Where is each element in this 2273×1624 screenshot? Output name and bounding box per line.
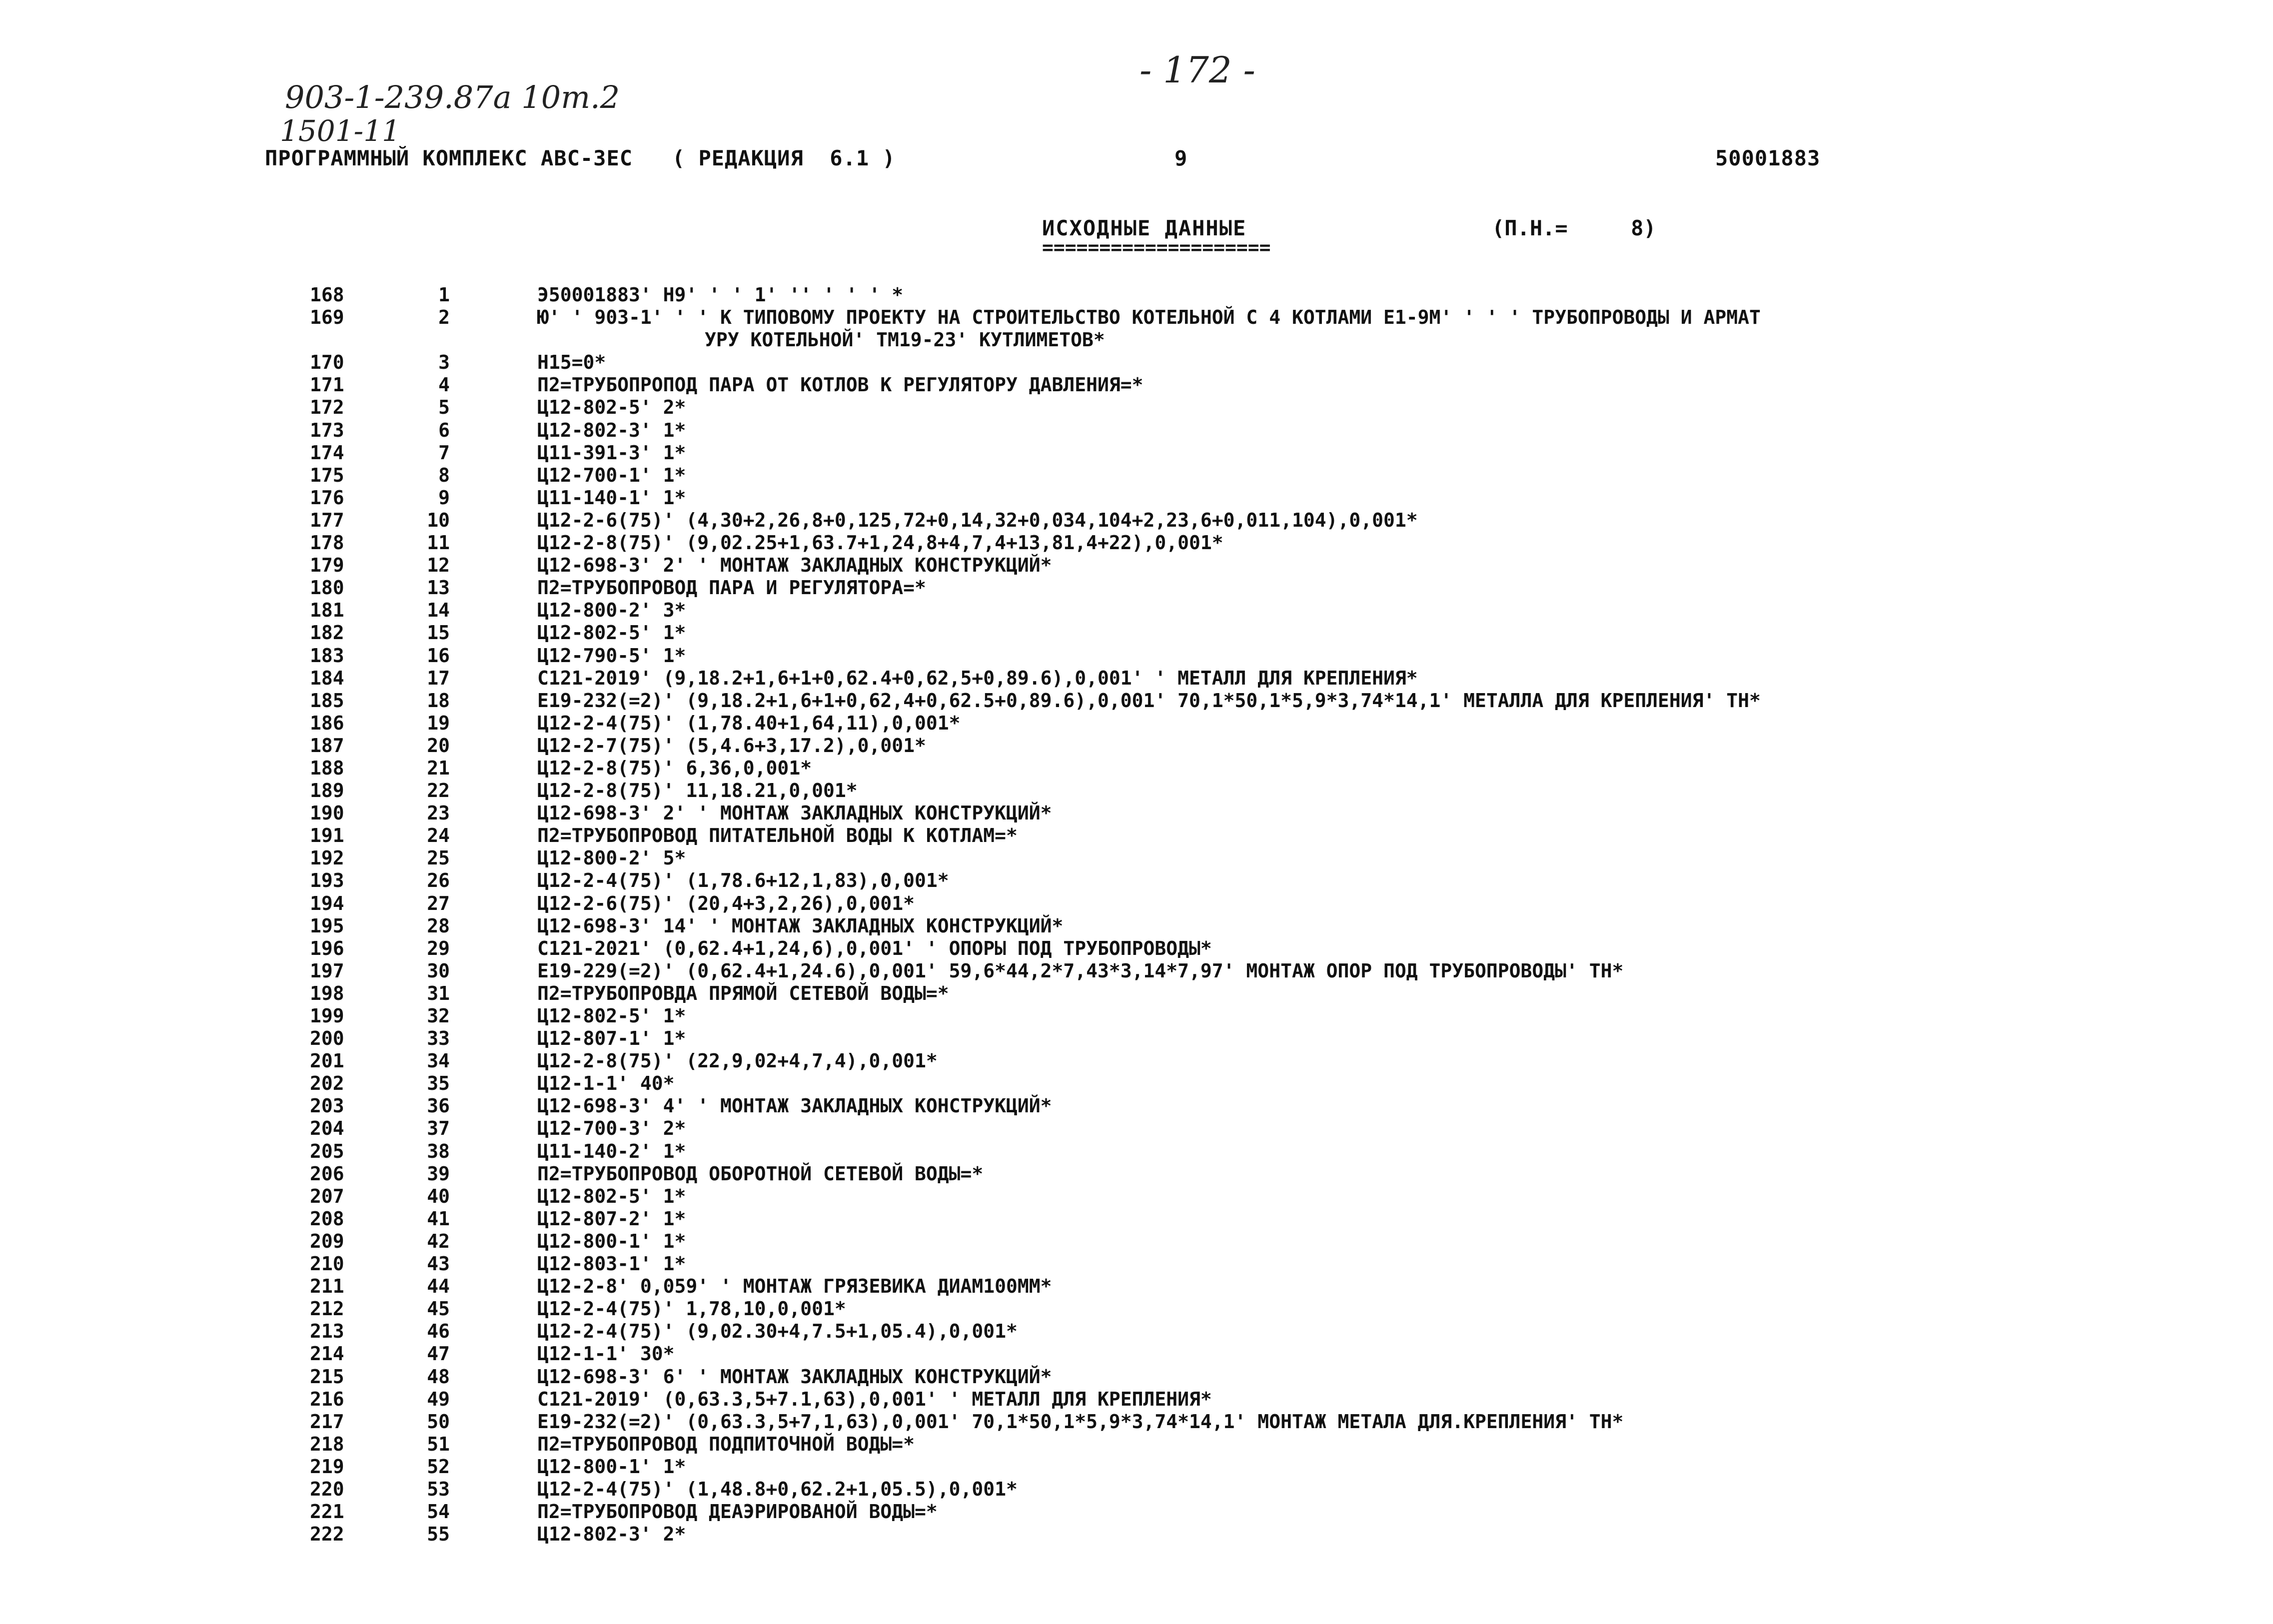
listing-row — [250, 1388, 2049, 1411]
record-text: Ц12-802-5' 1* — [537, 1005, 686, 1027]
sequence-number: 174 — [310, 441, 344, 464]
sequence-number: 170 — [310, 351, 344, 374]
sequence-number: 220 — [310, 1478, 344, 1500]
record-text: П2=ТРУБОПРОВОД ПАРА И РЕГУЛЯТОРА=* — [537, 577, 926, 599]
line-number: 39 — [427, 1162, 450, 1185]
line-number: 54 — [427, 1501, 450, 1523]
line-number: 18 — [427, 689, 450, 712]
record-text: Ц12-800-1' 1* — [537, 1455, 686, 1478]
line-number: 37 — [427, 1117, 450, 1140]
record-text: Ц12-2-6(75)' (20,4+3,2,26),0,001* — [537, 892, 915, 914]
record-text: П2=ТРУБОПРОВДА ПРЯМОЙ СЕТЕВОЙ ВОДЫ=* — [537, 982, 949, 1004]
listing-row — [250, 1411, 2049, 1433]
record-text: Ц12-2-6(75)' (4,30+2,26,8+0,125,72+0,14,32+0,034,104+2,23,6+0,011,104),0,001* — [537, 509, 1418, 531]
listing-row — [250, 824, 2049, 847]
sequence-number: 180 — [310, 577, 344, 599]
sequence-number: 189 — [310, 780, 344, 802]
line-number: 43 — [427, 1253, 450, 1275]
sequence-number: 218 — [310, 1433, 344, 1455]
line-number: 26 — [427, 869, 450, 892]
line-number: 23 — [427, 802, 450, 824]
listing-row — [250, 960, 2049, 982]
line-number: 36 — [427, 1095, 450, 1117]
line-number: 5 — [438, 396, 450, 419]
line-number: 40 — [427, 1185, 450, 1207]
sequence-number: 191 — [310, 824, 344, 847]
sequence-number: 195 — [310, 914, 344, 937]
listing-row — [250, 1298, 2049, 1320]
listing-row — [250, 419, 2049, 442]
sequence-number: 215 — [310, 1365, 344, 1388]
sequence-number: 184 — [310, 667, 344, 689]
line-number: 50 — [427, 1410, 450, 1433]
line-number: 41 — [427, 1207, 450, 1230]
listing-row — [250, 645, 2049, 667]
record-text: Ц12-800-2' 5* — [537, 847, 686, 869]
listing-row — [250, 1433, 2049, 1456]
sequence-number: 200 — [310, 1027, 344, 1050]
line-number: 25 — [427, 847, 450, 869]
line-number: 51 — [427, 1433, 450, 1455]
record-text: Ц12-2-8(75)' 11,18.21,0,001* — [537, 780, 858, 802]
record-text: П2=ТРУБОПРОВОД ПИТАТЕЛЬНОЙ ВОДЫ К КОТЛАМ=* — [537, 824, 1018, 847]
listing-row — [250, 351, 2049, 374]
record-text: Ц11-391-3' 1* — [537, 441, 686, 464]
listing-row — [250, 1478, 2049, 1501]
record-text: Ц12-2-4(75)' (9,02.30+4,7.5+1,05.4),0,001* — [537, 1320, 1018, 1343]
record-text: П2=ТРУБОПРОВОД ДЕАЭРИРОВАНОЙ ВОДЫ=* — [537, 1501, 938, 1523]
record-text: П2=ТРУБОПРОВОД ОБОРОТНОЙ СЕТЕВОЙ ВОДЫ=* — [537, 1162, 984, 1185]
line-number: 10 — [427, 509, 450, 531]
sequence-number: 217 — [310, 1410, 344, 1433]
listing-row — [250, 1140, 2049, 1163]
listing-row — [250, 306, 2049, 329]
sequence-number: 206 — [310, 1162, 344, 1185]
sequence-number: 202 — [310, 1072, 344, 1095]
listing-row — [250, 554, 2049, 577]
sequence-number: 172 — [310, 396, 344, 419]
sequence-number: 173 — [310, 419, 344, 441]
sequence-number: 199 — [310, 1005, 344, 1027]
listing-row — [250, 757, 2049, 780]
listing-row — [250, 487, 2049, 509]
listing-row — [250, 1523, 2049, 1546]
sequence-number: 214 — [310, 1343, 344, 1365]
listing-row — [250, 1275, 2049, 1298]
record-text: Ц12-802-5' 1* — [537, 1185, 686, 1207]
listing-row — [250, 1208, 2049, 1230]
sequence-number: 176 — [310, 486, 344, 509]
line-number: 12 — [427, 554, 450, 577]
sequence-number: 190 — [310, 802, 344, 824]
listing-row — [250, 1072, 2049, 1095]
record-text: Ц12-802-5' 2* — [537, 396, 686, 419]
listing-row — [250, 892, 2049, 915]
listing-row — [250, 1230, 2049, 1253]
sequence-number: 216 — [310, 1388, 344, 1410]
sequence-number: 213 — [310, 1320, 344, 1343]
listing-row — [250, 802, 2049, 824]
sequence-number: 222 — [310, 1523, 344, 1546]
listing-row — [250, 509, 2049, 532]
record-text: Ц12-2-7(75)' (5,4.6+3,17.2),0,001* — [537, 734, 926, 757]
line-number: 53 — [427, 1478, 450, 1500]
sequence-number: 209 — [310, 1230, 344, 1252]
sequence-number: 203 — [310, 1095, 344, 1117]
listing-row — [250, 1050, 2049, 1072]
sequence-number: 221 — [310, 1501, 344, 1523]
line-number: 24 — [427, 824, 450, 847]
sequence-number: 208 — [310, 1207, 344, 1230]
listing-row — [250, 532, 2049, 554]
line-number: 46 — [427, 1320, 450, 1343]
line-number: 42 — [427, 1230, 450, 1252]
listing-row — [250, 780, 2049, 802]
line-number: 14 — [427, 599, 450, 622]
record-text: Ц12-698-3' 6' ' МОНТАЖ ЗАКЛАДНЫХ КОНСТРУКЦИЙ* — [537, 1365, 1052, 1388]
sheet-number: 9 — [1174, 146, 1188, 170]
sequence-number: 219 — [310, 1455, 344, 1478]
sequence-number: 207 — [310, 1185, 344, 1207]
listing-row — [250, 396, 2049, 419]
record-text: Ц12-790-5' 1* — [537, 644, 686, 667]
record-text: Е19-229(=2)' (0,62.4+1,24.6),0,001' 59,6*44,2*7,43*3,14*7,97' МОНТАЖ ОПОР ПОД ТРУБОПРОВОДЫ' ТН* — [537, 959, 1624, 982]
line-number: 9 — [438, 486, 450, 509]
listing-row — [250, 374, 2049, 396]
sequence-number: 210 — [310, 1253, 344, 1275]
section-title-underline: ==================== — [1042, 236, 1271, 258]
record-text: Ц12-698-3' 2' ' МОНТАЖ ЗАКЛАДНЫХ КОНСТРУКЦИЙ* — [537, 554, 1052, 577]
record-text: Ц12-807-1' 1* — [537, 1027, 686, 1050]
listing-row — [250, 1501, 2049, 1523]
line-number: 19 — [427, 712, 450, 734]
sequence-number: 204 — [310, 1117, 344, 1140]
record-text: Ц12-700-1' 1* — [537, 464, 686, 486]
record-text: Э50001883' Н9' ' ' 1' '' ' ' ' * — [537, 284, 904, 306]
line-number: 16 — [427, 644, 450, 667]
sequence-number: 197 — [310, 959, 344, 982]
sequence-number: 175 — [310, 464, 344, 486]
record-text: Ц12-1-1' 40* — [537, 1072, 675, 1095]
line-number: 4 — [438, 374, 450, 396]
listing-row — [250, 712, 2049, 735]
record-text: Ц12-807-2' 1* — [537, 1207, 686, 1230]
listing-row — [250, 1456, 2049, 1478]
listing-row — [250, 1095, 2049, 1117]
line-number: 31 — [427, 982, 450, 1004]
sequence-number: 186 — [310, 712, 344, 734]
line-number: 8 — [438, 464, 450, 486]
sequence-number: 177 — [310, 509, 344, 531]
sequence-number: 192 — [310, 847, 344, 869]
record-text: УРУ КОТЕЛЬНОЙ' ТМ19-23' КУТЛИМЕТОВ* — [705, 329, 1105, 351]
listing-row — [250, 1253, 2049, 1275]
line-number: 22 — [427, 780, 450, 802]
listing-row — [250, 464, 2049, 487]
record-text: Ц12-698-3' 2' ' МОНТАЖ ЗАКЛАДНЫХ КОНСТРУКЦИЙ* — [537, 802, 1052, 824]
line-number: 11 — [427, 532, 450, 554]
sequence-number: 194 — [310, 892, 344, 914]
record-text: Ц12-800-1' 1* — [537, 1230, 686, 1252]
line-number: 17 — [427, 667, 450, 689]
sequence-number: 188 — [310, 757, 344, 779]
line-number: 27 — [427, 892, 450, 914]
listing-row — [250, 284, 2049, 306]
line-number: 7 — [438, 441, 450, 464]
listing-row — [250, 937, 2049, 960]
section-title: ИСХОДНЫЕ ДАННЫЕ — [1042, 216, 1247, 240]
sequence-number: 211 — [310, 1275, 344, 1298]
listing-row — [250, 622, 2049, 644]
record-text: Ц12-700-3' 2* — [537, 1117, 686, 1140]
listing-row — [250, 1366, 2049, 1388]
record-text: Ц12-698-3' 4' ' МОНТАЖ ЗАКЛАДНЫХ КОНСТРУКЦИЙ* — [537, 1095, 1052, 1117]
listing-row — [250, 667, 2049, 690]
record-text: Ц12-2-8(75)' (22,9,02+4,7,4),0,001* — [537, 1050, 938, 1072]
line-number: 30 — [427, 959, 450, 982]
sequence-number: 201 — [310, 1050, 344, 1072]
record-text: Ц12-2-8(75)' 6,36,0,001* — [537, 757, 812, 779]
record-text: Н15=0* — [537, 351, 606, 374]
sequence-number: 198 — [310, 982, 344, 1004]
line-number: 3 — [438, 351, 450, 374]
line-number: 29 — [427, 937, 450, 959]
listing-row — [250, 577, 2049, 599]
record-text: П2=ТРУБОПРОВОД ПОДПИТОЧНОЙ ВОДЫ=* — [537, 1433, 915, 1455]
record-text: Ц12-2-4(75)' (1,78.6+12,1,83),0,001* — [537, 869, 949, 892]
sequence-number: 178 — [310, 532, 344, 554]
line-number: 28 — [427, 914, 450, 937]
record-text: Ц12-803-1' 1* — [537, 1253, 686, 1275]
line-number: 47 — [427, 1343, 450, 1365]
listing-row — [250, 735, 2049, 757]
line-number: 52 — [427, 1455, 450, 1478]
listing-row — [250, 690, 2049, 712]
line-number: 45 — [427, 1298, 450, 1320]
sequence-number: 171 — [310, 374, 344, 396]
pn-indicator: (П.Н.= 8) — [1492, 216, 1656, 240]
listing-row — [250, 915, 2049, 937]
sequence-number: 196 — [310, 937, 344, 959]
sequence-number: 205 — [310, 1140, 344, 1162]
record-text: Ц11-140-2' 1* — [537, 1140, 686, 1162]
line-number: 2 — [438, 306, 450, 329]
sequence-number: 168 — [310, 284, 344, 306]
record-text: С121-2019' (0,63.3,5+7.1,63),0,001' ' МЕТАЛЛ ДЛЯ КРЕПЛЕНИЯ* — [537, 1388, 1212, 1410]
data-listing — [250, 284, 2049, 1546]
sequence-number: 169 — [310, 306, 344, 329]
listing-row — [250, 1027, 2049, 1050]
handwritten-page-number: - 172 - — [1139, 49, 1255, 91]
record-text: Ц12-2-4(75)' (1,78.40+1,64,11),0,001* — [537, 712, 961, 734]
line-number: 55 — [427, 1523, 450, 1546]
line-number: 35 — [427, 1072, 450, 1095]
record-text: Ц12-1-1' 30* — [537, 1343, 675, 1365]
line-number: 33 — [427, 1027, 450, 1050]
sequence-number: 183 — [310, 644, 344, 667]
line-number: 38 — [427, 1140, 450, 1162]
record-text: Ю' ' 903-1' ' ' К ТИПОВОМУ ПРОЕКТУ НА СТРОИТЕЛЬСТВО КОТЕЛЬНОЙ С 4 КОТЛАМИ Е1-9М' ' ' ' ТРУБОПРОВОДЫ И АРМАТ — [537, 306, 1761, 329]
record-text: Ц12-800-2' 3* — [537, 599, 686, 622]
listing-row — [250, 599, 2049, 622]
line-number: 1 — [438, 284, 450, 306]
line-number: 15 — [427, 622, 450, 644]
record-text: Ц12-802-3' 1* — [537, 419, 686, 441]
record-text: Ц12-2-8' 0,059' ' МОНТАЖ ГРЯЗЕВИКА ДИАМ100ММ* — [537, 1275, 1052, 1298]
record-text: Ц12-698-3' 14' ' МОНТАЖ ЗАКЛАДНЫХ КОНСТРУКЦИЙ* — [537, 914, 1064, 937]
program-header: ПРОГРАММНЫЙ КОМПЛЕКС АВС-3ЕС ( РЕДАКЦИЯ 6.1 ) — [265, 146, 896, 170]
listing-row — [250, 1163, 2049, 1185]
line-number: 21 — [427, 757, 450, 779]
section-title-block — [1042, 216, 1271, 258]
sequence-number: 212 — [310, 1298, 344, 1320]
record-text: Е19-232(=2)' (0,63.3,5+7,1,63),0,001' 70,1*50,1*5,9*3,74*14,1' МОНТАЖ МЕТАЛА ДЛЯ.КРЕПЛЕНИЯ' ТН* — [537, 1410, 1624, 1433]
sequence-number: 187 — [310, 734, 344, 757]
listing-row — [250, 1005, 2049, 1027]
line-number: 48 — [427, 1365, 450, 1388]
listing-row — [250, 1117, 2049, 1140]
listing-row — [250, 847, 2049, 869]
sequence-number: 182 — [310, 622, 344, 644]
record-text: Ц12-2-8(75)' (9,02.25+1,63.7+1,24,8+4,7,4+13,81,4+22),0,001* — [537, 532, 1223, 554]
sequence-number: 193 — [310, 869, 344, 892]
listing-row — [250, 442, 2049, 464]
sequence-number: 185 — [310, 689, 344, 712]
line-number: 13 — [427, 577, 450, 599]
listing-row — [250, 869, 2049, 892]
sequence-number: 181 — [310, 599, 344, 622]
record-text: Е19-232(=2)' (9,18.2+1,6+1+0,62,4+0,62.5+0,89.6),0,001' 70,1*50,1*5,9*3,74*14,1' МЕТАЛЛА ДЛЯ КРЕПЛЕНИЯ' ТН* — [537, 689, 1761, 712]
record-text: Ц12-802-5' 1* — [537, 622, 686, 644]
handwritten-document-code: 903-1-239.87а 10т.2 — [285, 79, 620, 115]
record-text: Ц11-140-1' 1* — [537, 486, 686, 509]
record-text: Ц12-802-3' 2* — [537, 1523, 686, 1546]
listing-continuation-row — [250, 329, 2049, 351]
listing-row — [250, 1185, 2049, 1208]
record-text: С121-2019' (9,18.2+1,6+1+0,62.4+0,62,5+0,89.6),0,001' ' МЕТАЛЛ ДЛЯ КРЕПЛЕНИЯ* — [537, 667, 1418, 689]
record-text: Ц12-2-4(75)' 1,78,10,0,001* — [537, 1298, 846, 1320]
line-number: 44 — [427, 1275, 450, 1298]
listing-row — [250, 1343, 2049, 1365]
listing-row — [250, 1320, 2049, 1343]
line-number: 34 — [427, 1050, 450, 1072]
line-number: 49 — [427, 1388, 450, 1410]
handwritten-sub-code: 1501-11 — [280, 114, 401, 148]
listing-row — [250, 982, 2049, 1005]
line-number: 6 — [438, 419, 450, 441]
line-number: 20 — [427, 734, 450, 757]
line-number: 32 — [427, 1005, 450, 1027]
record-text: П2=ТРУБОПРОПОД ПАРА ОТ КОТЛОВ К РЕГУЛЯТОРУ ДАВЛЕНИЯ=* — [537, 374, 1143, 396]
document-number: 50001883 — [1715, 146, 1821, 170]
sequence-number: 179 — [310, 554, 344, 577]
record-text: С121-2021' (0,62.4+1,24,6),0,001' ' ОПОРЫ ПОД ТРУБОПРОВОДЫ* — [537, 937, 1212, 959]
record-text: Ц12-2-4(75)' (1,48.8+0,62.2+1,05.5),0,001* — [537, 1478, 1018, 1500]
